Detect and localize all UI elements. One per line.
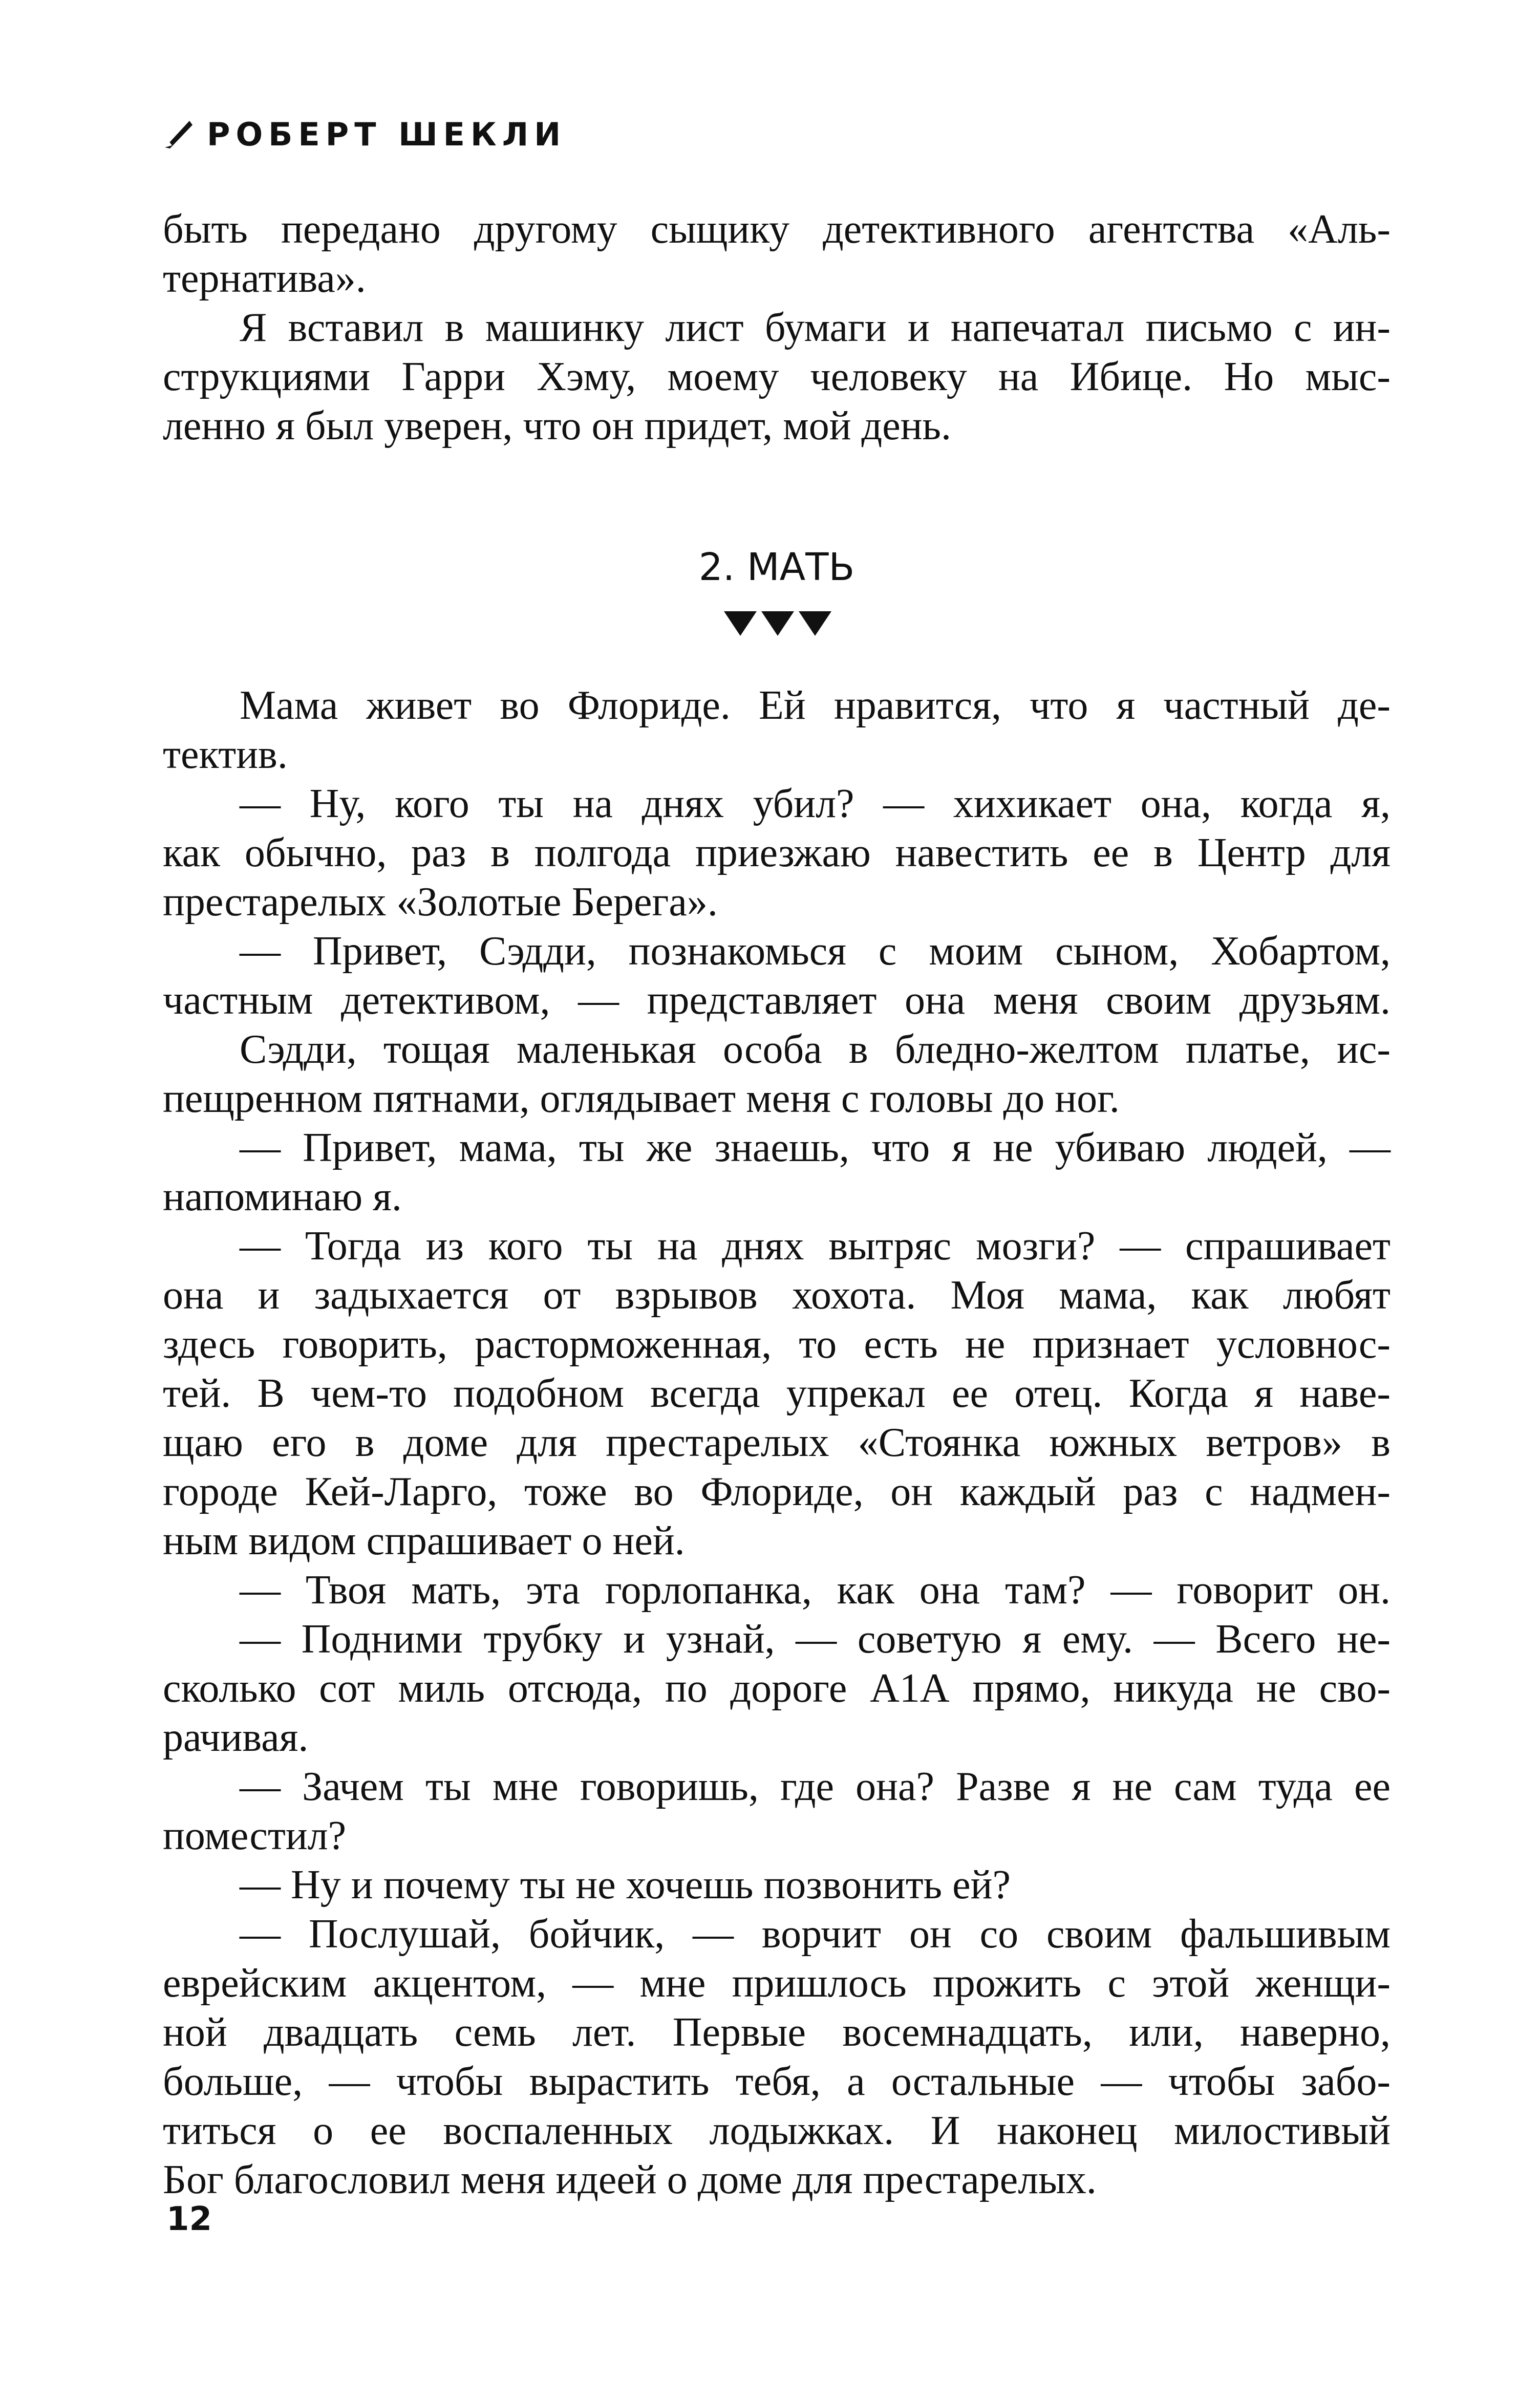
- text-line: — Зачем ты мне говоришь, где она? Разве я не сам туда ее: [240, 1764, 1391, 1809]
- text-line: тектив.: [163, 732, 288, 777]
- page-number: 12: [166, 2200, 212, 2238]
- text-line: здесь говорить, расторможенная, то есть не признает условнос-: [163, 1322, 1391, 1367]
- pen-nib-icon: [163, 119, 194, 149]
- text-line: Мама живет во Флориде. Ей нравится, что я частный де-: [240, 683, 1391, 728]
- running-head-author: РОБЕРТ ШЕКЛИ: [207, 115, 567, 153]
- text-line: ленно я был уверен, что он придет, мой день.: [163, 403, 952, 448]
- text-line: титься о ее воспаленных лодыжках. И наконец милостивый: [163, 2108, 1391, 2153]
- triple-triangle-ornament: [724, 609, 831, 638]
- text-line: напоминаю я.: [163, 1174, 402, 1219]
- text-line: пещренном пятнами, оглядывает меня с головы до ног.: [163, 1076, 1120, 1121]
- text-line: тернатива».: [163, 256, 366, 301]
- chapter-text: [163, 681, 1391, 2204]
- text-line: — Тогда из кого ты на днях вытряс мозги? — спрашивает: [240, 1224, 1391, 1269]
- text-line: — Послушай, бойчик, — ворчит он со своим фальшивым: [240, 1912, 1391, 1957]
- text-line: ной двадцать семь лет. Первые восемнадцать, или, наверно,: [163, 2010, 1391, 2055]
- text-line: Бог благословил меня идеей о доме для престарелых.: [163, 2157, 1097, 2202]
- text-line: престарелых «Золотые Берега».: [163, 880, 718, 925]
- chapter-title: 2. МАТЬ: [698, 545, 855, 589]
- text-line: она и задыхается от взрывов хохота. Моя мама, как любят: [163, 1273, 1391, 1318]
- text-line: тей. В чем-то подобном всегда упрекал ее отец. Когда я наве-: [163, 1371, 1391, 1416]
- intro-text: [163, 205, 1391, 451]
- text-line: — Подними трубку и узнай, — советую я ему. — Всего не-: [240, 1617, 1391, 1662]
- text-line: струкциями Гарри Хэму, моему человеку на Ибице. Но мыс-: [163, 354, 1391, 399]
- text-line: щаю его в доме для престарелых «Стоянка южных ветров» в: [163, 1420, 1391, 1465]
- text-line: ным видом спрашивает о ней.: [163, 1518, 685, 1563]
- text-line: больше, — чтобы вырастить тебя, а остальные — чтобы забо-: [163, 2059, 1391, 2104]
- text-line: — Твоя мать, эта горлопанка, как она там? — говорит он.: [240, 1568, 1391, 1613]
- text-line: — Ну, кого ты на днях убил? — хихикает она, когда я,: [240, 781, 1391, 826]
- text-line: сколько сот миль отсюда, по дороге А1А прямо, никуда не сво-: [163, 1666, 1391, 1711]
- running-head: [163, 114, 566, 155]
- text-line: — Ну и почему ты не хочешь позвонить ей?: [240, 1862, 1011, 1907]
- text-line: Сэдди, тощая маленькая особа в бледно-желтом платье, ис-: [240, 1027, 1391, 1072]
- text-line: рачивая.: [163, 1715, 309, 1760]
- text-line: как обычно, раз в полгода приезжаю навестить ее в Центр для: [163, 830, 1391, 875]
- text-line: — Привет, Сэдди, познакомься с моим сыном, Хобартом,: [240, 929, 1391, 974]
- text-line: еврейским акцентом, — мне пришлось прожить с этой женщи-: [163, 1961, 1391, 2006]
- text-line: Я вставил в машинку лист бумаги и напечатал письмо с ин-: [240, 305, 1391, 350]
- text-line: быть передано другому сыщику детективного агентства «Аль-: [163, 207, 1391, 252]
- text-line: частным детективом, — представляет она меня своим друзьям.: [163, 978, 1391, 1023]
- text-line: городе Кей-Ларго, тоже во Флориде, он каждый раз с надмен-: [163, 1469, 1391, 1514]
- text-line: поместил?: [163, 1813, 347, 1858]
- text-line: — Привет, мама, ты же знаешь, что я не убиваю людей, —: [240, 1125, 1391, 1170]
